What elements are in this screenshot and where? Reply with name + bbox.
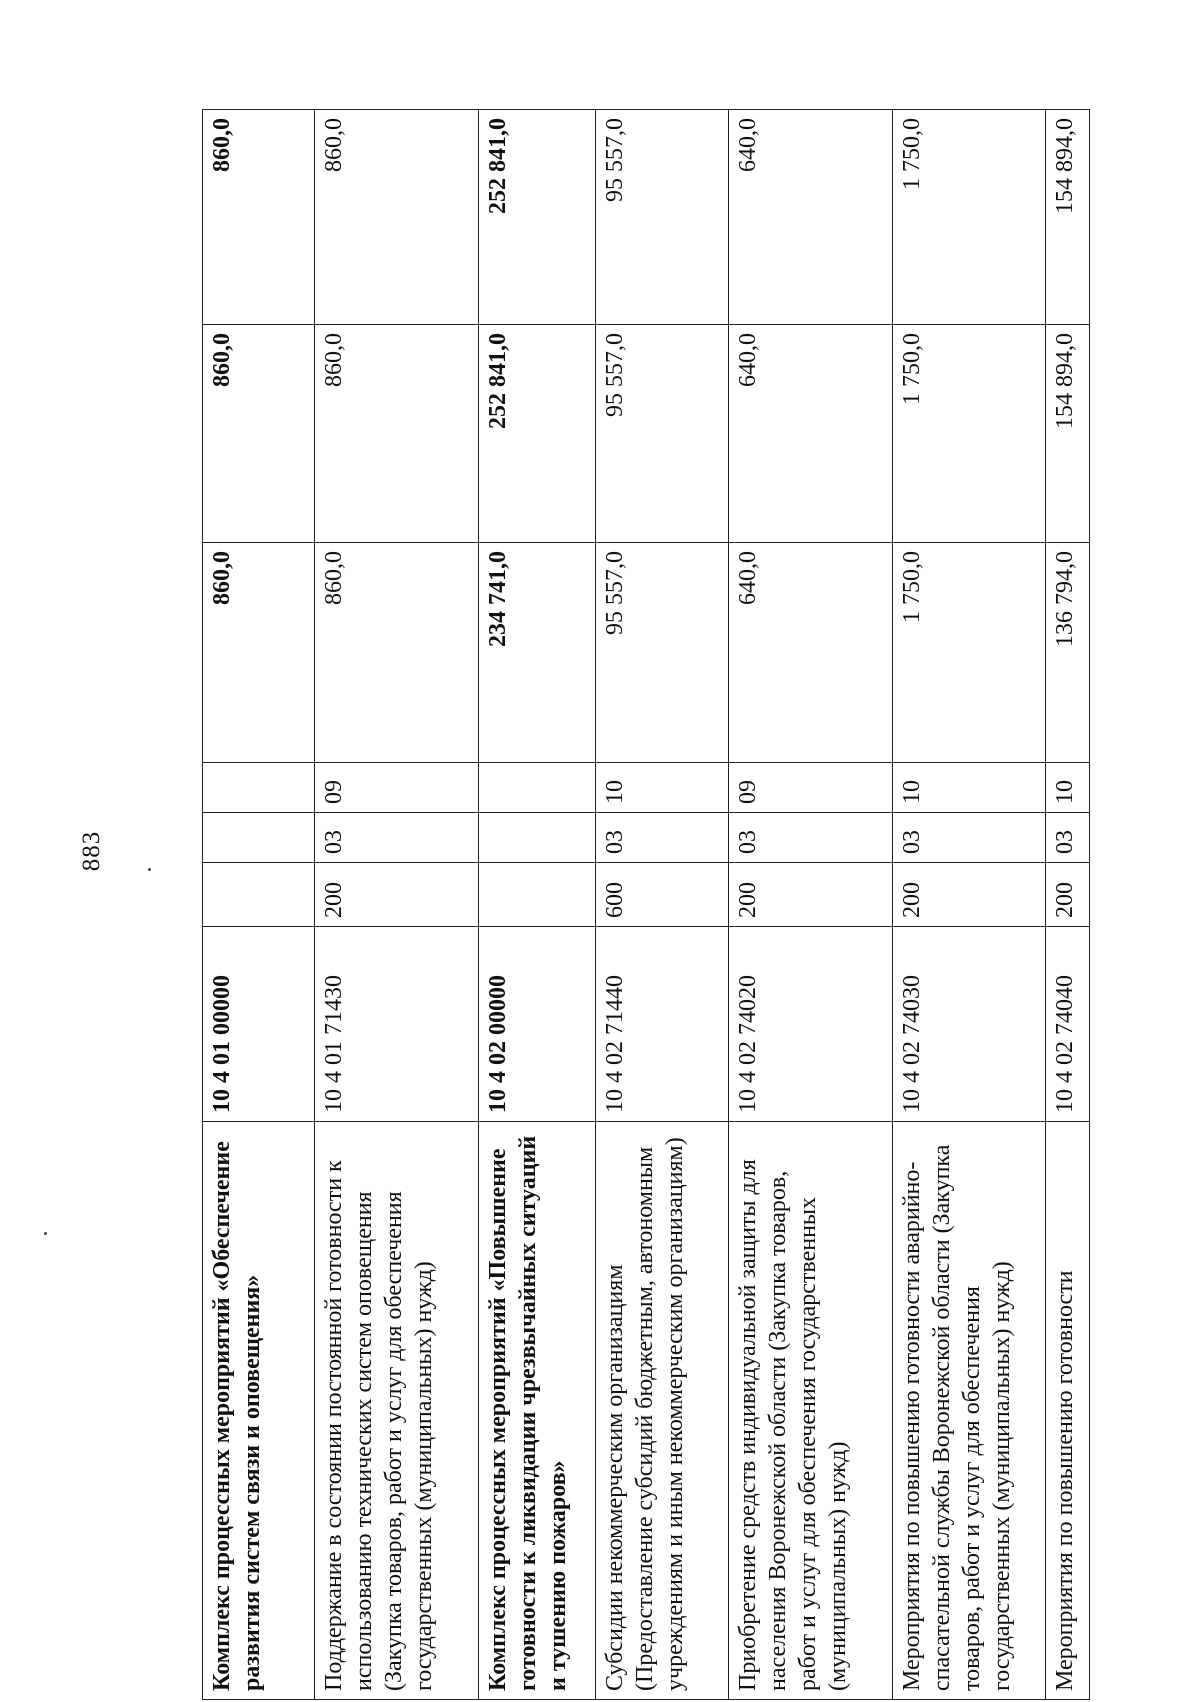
row-expense-type [203, 863, 315, 927]
row-amount-2: 252 841,0 [478, 325, 596, 543]
row-amount-2: 1 750,0 [892, 325, 1045, 543]
row-code: 10 4 02 74030 [892, 927, 1045, 1122]
scan-speck [44, 1232, 47, 1235]
row-subsection: 10 [596, 763, 729, 813]
row-amount-3: 252 841,0 [478, 110, 596, 325]
row-expense-type: 200 [315, 863, 479, 927]
row-name: Мероприятия по повышению готовности [1046, 1122, 1090, 1700]
row-section: 03 [1046, 813, 1090, 863]
budget-table-rotated [202, 110, 1090, 1700]
row-name: Приобретение средств индивидуальной защиты для населения Воронежской области (Закупка товаров, работ и услуг для обеспечения государственных (муниципальных) нужд) [729, 1122, 893, 1700]
row-subsection [478, 763, 596, 813]
row-section: 03 [892, 813, 1045, 863]
row-code: 10 4 02 74020 [729, 927, 893, 1122]
row-subsection: 09 [729, 763, 893, 813]
row-code: 10 4 02 74040 [1046, 927, 1090, 1122]
row-name: Поддержание в состоянии постоянной готовности к использованию технических систем оповещения (Закупка товаров, работ и услуг для обеспечения государственных (муниципальных) нужд) [315, 1122, 479, 1700]
row-name: Комплекс процессных мероприятий «Повышение готовности к ликвидации чрезвычайных ситуаций и тушению пожаров» [478, 1122, 596, 1700]
row-amount-3: 95 557,0 [596, 110, 729, 325]
row-section: 03 [315, 813, 479, 863]
table-row [596, 110, 729, 1700]
row-amount-3: 1 750,0 [892, 110, 1045, 325]
row-expense-type [478, 863, 596, 927]
row-section: 03 [596, 813, 729, 863]
row-code: 10 4 02 71440 [596, 927, 729, 1122]
row-amount-3: 860,0 [203, 110, 315, 325]
row-amount-1: 860,0 [315, 543, 479, 763]
row-expense-type: 200 [892, 863, 1045, 927]
row-amount-1: 860,0 [203, 543, 315, 763]
row-subsection [203, 763, 315, 813]
page-number: 883 [78, 830, 105, 872]
row-amount-1: 95 557,0 [596, 543, 729, 763]
table-row [729, 110, 893, 1700]
budget-table [202, 109, 1090, 1700]
row-name: Субсидии некоммерческим организациям (Предоставление субсидий бюджетным, автономным учреждениям и иным некоммерческим организациям) [596, 1122, 729, 1700]
table-row [892, 110, 1045, 1700]
row-section: 03 [729, 813, 893, 863]
row-amount-1: 640,0 [729, 543, 893, 763]
table-row [1046, 110, 1090, 1700]
row-expense-type: 200 [1046, 863, 1090, 927]
row-section [203, 813, 315, 863]
scan-speck [148, 868, 151, 871]
row-name: Мероприятия по повышению готовности аварийно-спасательной службы Воронежской области (Закупка товаров, работ и услуг для обеспечения государственных (муниципальных) нужд) [892, 1122, 1045, 1700]
table-row [203, 110, 315, 1700]
row-amount-3: 154 894,0 [1046, 110, 1090, 325]
row-code: 10 4 01 71430 [315, 927, 479, 1122]
row-subsection: 09 [315, 763, 479, 813]
table-row [478, 110, 596, 1700]
row-amount-2: 860,0 [203, 325, 315, 543]
table-row [315, 110, 479, 1700]
row-amount-3: 860,0 [315, 110, 479, 325]
row-amount-2: 860,0 [315, 325, 479, 543]
row-code: 10 4 02 00000 [478, 927, 596, 1122]
row-amount-2: 95 557,0 [596, 325, 729, 543]
row-amount-2: 154 894,0 [1046, 325, 1090, 543]
row-amount-2: 640,0 [729, 325, 893, 543]
row-code: 10 4 01 00000 [203, 927, 315, 1122]
row-amount-3: 640,0 [729, 110, 893, 325]
row-expense-type: 600 [596, 863, 729, 927]
row-amount-1: 136 794,0 [1046, 543, 1090, 763]
row-amount-1: 1 750,0 [892, 543, 1045, 763]
row-subsection: 10 [1046, 763, 1090, 813]
row-subsection: 10 [892, 763, 1045, 813]
row-name: Комплекс процессных мероприятий «Обеспечение развития систем связи и оповещения» [203, 1122, 315, 1700]
row-expense-type: 200 [729, 863, 893, 927]
row-amount-1: 234 741,0 [478, 543, 596, 763]
row-section [478, 813, 596, 863]
